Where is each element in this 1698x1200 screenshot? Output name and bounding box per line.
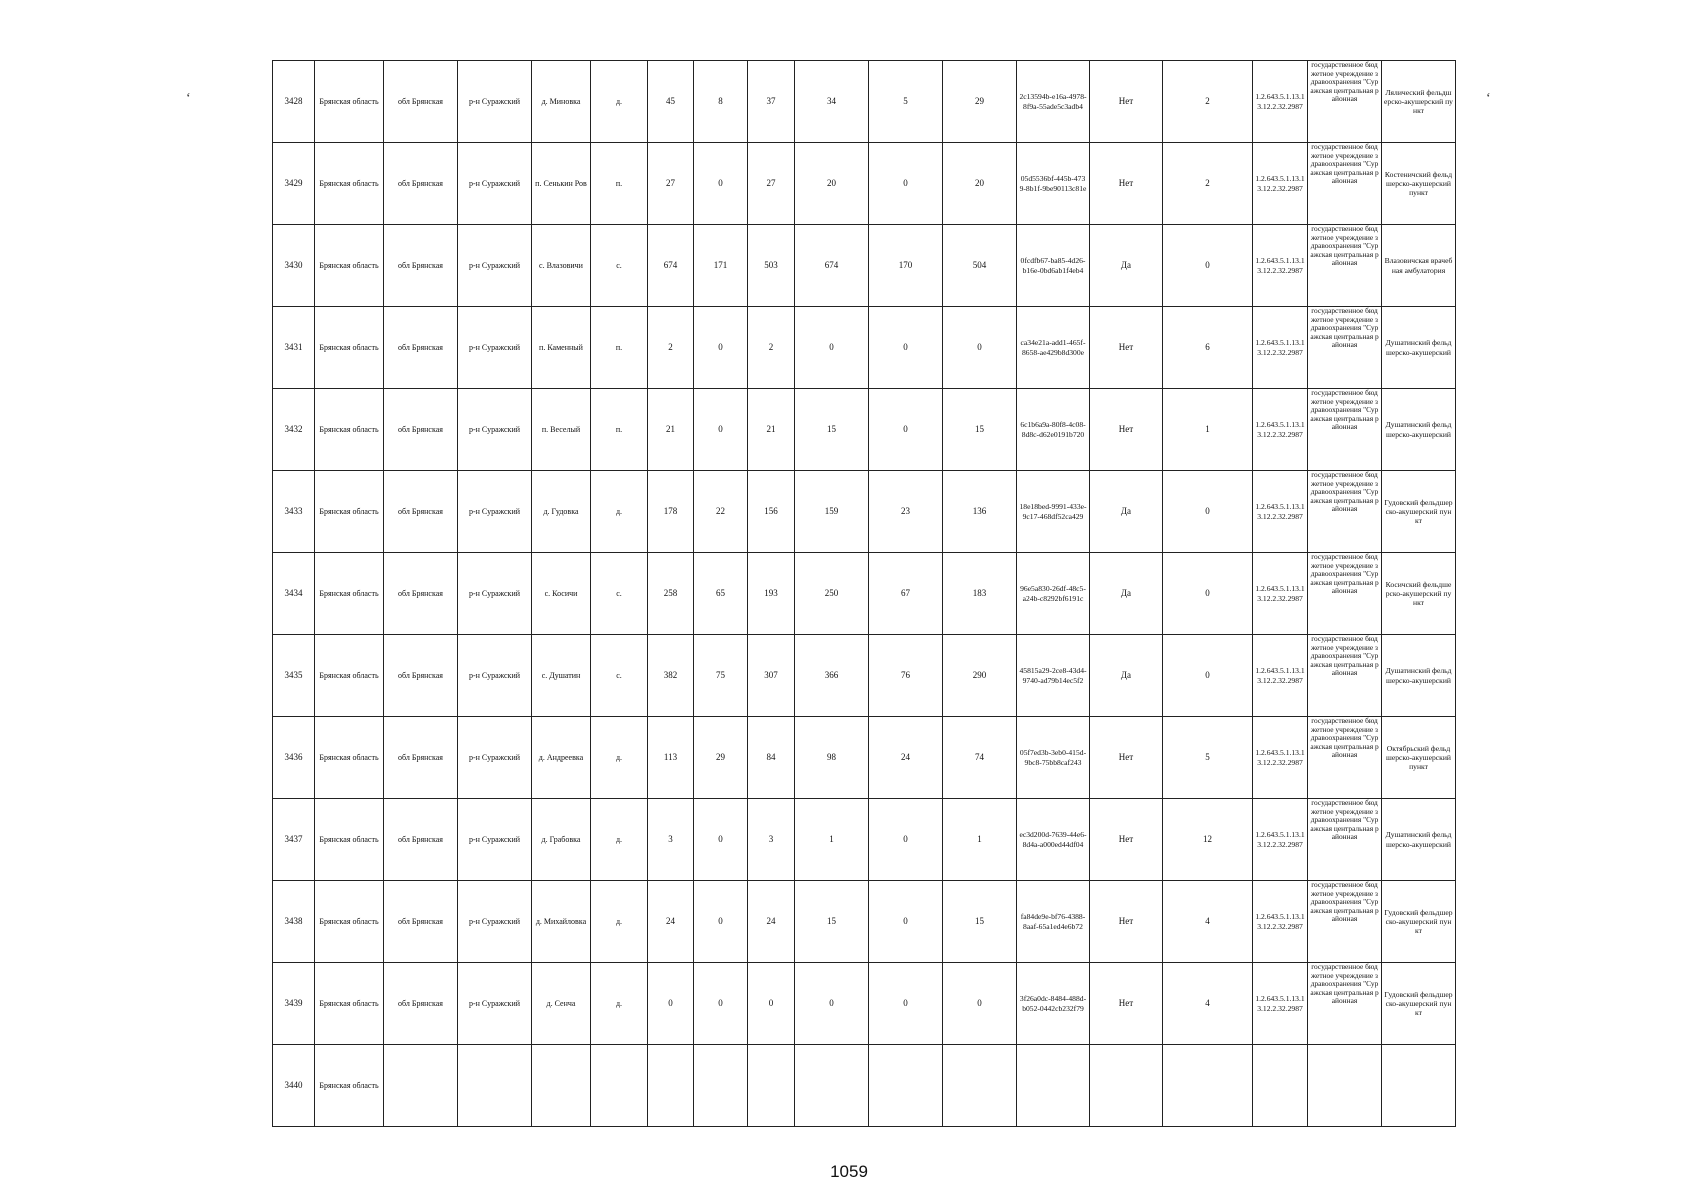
region-cell: Брянская область	[315, 799, 384, 881]
settlement-type-cell: д.	[591, 963, 648, 1045]
value-cell-4: 366	[795, 635, 869, 717]
value-cell-5: 0	[869, 881, 943, 963]
oblast-cell: обл Брянская	[384, 143, 458, 225]
region-cell: Брянская область	[315, 553, 384, 635]
value-cell-6: 15	[943, 389, 1017, 471]
row-id-cell: 3437	[273, 799, 315, 881]
region-cell: Брянская область	[315, 225, 384, 307]
value-cell-2: 0	[694, 799, 748, 881]
value-cell-4: 250	[795, 553, 869, 635]
value-cell-4: 15	[795, 881, 869, 963]
district-cell: р-н Суражский	[458, 61, 532, 143]
district-cell: р-н Суражский	[458, 717, 532, 799]
oid-cell: 1.2.643.5.1.13.13.12.2.32.2987	[1253, 635, 1308, 717]
value-cell-6: 0	[943, 307, 1017, 389]
value-cell-3: 27	[748, 143, 795, 225]
value-cell-1: 0	[648, 963, 694, 1045]
table-row	[273, 963, 1456, 1045]
value-cell-4: 20	[795, 143, 869, 225]
value-cell-5: 23	[869, 471, 943, 553]
row-id-cell: 3440	[273, 1045, 315, 1127]
facility-cell: Душатинский фельдшерско-акушерский	[1382, 635, 1456, 717]
value-cell-6	[943, 1045, 1017, 1127]
district-cell	[458, 1045, 532, 1127]
settlement-type-cell: п.	[591, 143, 648, 225]
value-cell-4: 34	[795, 61, 869, 143]
value-cell-5: 76	[869, 635, 943, 717]
guid-cell: 96e5a830-26df-48c5-a24b-c8292bf6191c	[1017, 553, 1090, 635]
registry-table	[272, 60, 1456, 1127]
flag-cell: Нет	[1090, 963, 1163, 1045]
oblast-cell	[384, 1045, 458, 1127]
oid-cell: 1.2.643.5.1.13.13.12.2.32.2987	[1253, 307, 1308, 389]
oid-cell: 1.2.643.5.1.13.13.12.2.32.2987	[1253, 61, 1308, 143]
facility-cell: Влазовичская врачебная амбулатория	[1382, 225, 1456, 307]
value-cell-4: 674	[795, 225, 869, 307]
guid-cell: 0fcdfb67-ba85-4d26-b16e-0bd6ab1f4eb4	[1017, 225, 1090, 307]
district-cell: р-н Суражский	[458, 471, 532, 553]
table-row	[273, 635, 1456, 717]
value-cell-3	[748, 1045, 795, 1127]
row-id-cell: 3428	[273, 61, 315, 143]
settlement-type-cell	[591, 1045, 648, 1127]
count-cell: 0	[1163, 225, 1253, 307]
value-cell-1: 3	[648, 799, 694, 881]
value-cell-1: 382	[648, 635, 694, 717]
flag-cell: Нет	[1090, 717, 1163, 799]
count-cell: 4	[1163, 881, 1253, 963]
value-cell-2: 0	[694, 881, 748, 963]
value-cell-5: 67	[869, 553, 943, 635]
organization-cell: государственное бюджетное учреждение здравоохранения "Суражская центральная районная	[1308, 389, 1382, 471]
row-id-cell: 3436	[273, 717, 315, 799]
value-cell-3: 84	[748, 717, 795, 799]
row-id-cell: 3432	[273, 389, 315, 471]
flag-cell: Да	[1090, 471, 1163, 553]
organization-cell: государственное бюджетное учреждение здравоохранения "Суражская центральная районная	[1308, 61, 1382, 143]
facility-cell: Душатинский фельдшерско-акушерский	[1382, 389, 1456, 471]
district-cell: р-н Суражский	[458, 799, 532, 881]
settlement-cell	[532, 1045, 591, 1127]
value-cell-1: 24	[648, 881, 694, 963]
guid-cell: 3f26a0dc-8484-488d-b052-0442cb232f79	[1017, 963, 1090, 1045]
organization-cell: государственное бюджетное учреждение здравоохранения "Суражская центральная районная	[1308, 881, 1382, 963]
flag-cell: Нет	[1090, 143, 1163, 225]
value-cell-5: 0	[869, 799, 943, 881]
value-cell-3: 37	[748, 61, 795, 143]
organization-cell: государственное бюджетное учреждение здравоохранения "Суражская центральная районная	[1308, 635, 1382, 717]
value-cell-2	[694, 1045, 748, 1127]
count-cell: 4	[1163, 963, 1253, 1045]
region-cell: Брянская область	[315, 717, 384, 799]
settlement-type-cell: д.	[591, 881, 648, 963]
flag-cell: Нет	[1090, 307, 1163, 389]
facility-cell: Гудовский фельдшерско-акушерский пункт	[1382, 471, 1456, 553]
value-cell-4: 1	[795, 799, 869, 881]
oid-cell: 1.2.643.5.1.13.13.12.2.32.2987	[1253, 717, 1308, 799]
settlement-type-cell: с.	[591, 225, 648, 307]
oid-cell: 1.2.643.5.1.13.13.12.2.32.2987	[1253, 553, 1308, 635]
row-id-cell: 3435	[273, 635, 315, 717]
value-cell-3: 2	[748, 307, 795, 389]
value-cell-4: 0	[795, 963, 869, 1045]
facility-cell	[1382, 1045, 1456, 1127]
guid-cell: ec3d200d-7639-44e6-8d4a-a000ed44df04	[1017, 799, 1090, 881]
table-row	[273, 881, 1456, 963]
district-cell: р-н Суражский	[458, 881, 532, 963]
district-cell: р-н Суражский	[458, 225, 532, 307]
value-cell-6: 0	[943, 963, 1017, 1045]
oblast-cell: обл Брянская	[384, 799, 458, 881]
value-cell-5: 0	[869, 143, 943, 225]
value-cell-2: 0	[694, 143, 748, 225]
district-cell: р-н Суражский	[458, 143, 532, 225]
oblast-cell: обл Брянская	[384, 717, 458, 799]
table-row	[273, 143, 1456, 225]
flag-cell: Нет	[1090, 389, 1163, 471]
value-cell-6: 1	[943, 799, 1017, 881]
value-cell-4: 0	[795, 307, 869, 389]
value-cell-3: 3	[748, 799, 795, 881]
guid-cell	[1017, 1045, 1090, 1127]
oid-cell: 1.2.643.5.1.13.13.12.2.32.2987	[1253, 963, 1308, 1045]
facility-cell: Душатинский фельдшерско-акушерский	[1382, 799, 1456, 881]
row-id-cell: 3433	[273, 471, 315, 553]
guid-cell: 05f7ed3b-3eb0-415d-9bc8-75bb8caf243	[1017, 717, 1090, 799]
value-cell-6: 290	[943, 635, 1017, 717]
value-cell-1: 2	[648, 307, 694, 389]
value-cell-6: 504	[943, 225, 1017, 307]
oid-cell: 1.2.643.5.1.13.13.12.2.32.2987	[1253, 471, 1308, 553]
settlement-type-cell: д.	[591, 471, 648, 553]
oid-cell: 1.2.643.5.1.13.13.12.2.32.2987	[1253, 799, 1308, 881]
flag-cell: Нет	[1090, 799, 1163, 881]
count-cell: 6	[1163, 307, 1253, 389]
value-cell-2: 75	[694, 635, 748, 717]
value-cell-2: 65	[694, 553, 748, 635]
table-row	[273, 471, 1456, 553]
count-cell: 2	[1163, 61, 1253, 143]
value-cell-1: 45	[648, 61, 694, 143]
flag-cell: Нет	[1090, 881, 1163, 963]
count-cell: 5	[1163, 717, 1253, 799]
table-row	[273, 1045, 1456, 1127]
table-row	[273, 717, 1456, 799]
value-cell-3: 193	[748, 553, 795, 635]
value-cell-5	[869, 1045, 943, 1127]
value-cell-2: 8	[694, 61, 748, 143]
settlement-cell: п. Веселый	[532, 389, 591, 471]
settlement-cell: д. Сенча	[532, 963, 591, 1045]
value-cell-2: 29	[694, 717, 748, 799]
value-cell-6: 15	[943, 881, 1017, 963]
flag-cell: Да	[1090, 553, 1163, 635]
oblast-cell: обл Брянская	[384, 471, 458, 553]
value-cell-6: 29	[943, 61, 1017, 143]
guid-cell: 2c13594b-e16a-4978-8f9a-55ade5c3adb4	[1017, 61, 1090, 143]
organization-cell	[1308, 1045, 1382, 1127]
row-id-cell: 3429	[273, 143, 315, 225]
guid-cell: 05d5536bf-445b-4739-8b1f-9be90113c81e	[1017, 143, 1090, 225]
region-cell: Брянская область	[315, 963, 384, 1045]
settlement-type-cell: с.	[591, 553, 648, 635]
oblast-cell: обл Брянская	[384, 225, 458, 307]
guid-cell: 6c1b6a9a-80f8-4c08-8d8c-d62e0191b720	[1017, 389, 1090, 471]
page-number: 1059	[830, 1162, 868, 1181]
oblast-cell: обл Брянская	[384, 635, 458, 717]
region-cell: Брянская область	[315, 1045, 384, 1127]
value-cell-2: 0	[694, 307, 748, 389]
value-cell-2: 0	[694, 389, 748, 471]
organization-cell: государственное бюджетное учреждение здравоохранения "Суражская центральная районная	[1308, 799, 1382, 881]
count-cell: 0	[1163, 635, 1253, 717]
settlement-cell: д. Грабовка	[532, 799, 591, 881]
value-cell-3: 307	[748, 635, 795, 717]
row-id-cell: 3438	[273, 881, 315, 963]
region-cell: Брянская область	[315, 389, 384, 471]
settlement-cell: с. Влазовичи	[532, 225, 591, 307]
oid-cell: 1.2.643.5.1.13.13.12.2.32.2987	[1253, 225, 1308, 307]
table-row	[273, 307, 1456, 389]
oid-cell	[1253, 1045, 1308, 1127]
guid-cell: fa84de9e-bf76-4388-8aaf-65a1ed4e6b72	[1017, 881, 1090, 963]
district-cell: р-н Суражский	[458, 553, 532, 635]
settlement-cell: с. Душатин	[532, 635, 591, 717]
organization-cell: государственное бюджетное учреждение здравоохранения "Суражская центральная районная	[1308, 307, 1382, 389]
table-row	[273, 799, 1456, 881]
settlement-type-cell: д.	[591, 61, 648, 143]
value-cell-4	[795, 1045, 869, 1127]
count-cell	[1163, 1045, 1253, 1127]
oblast-cell: обл Брянская	[384, 61, 458, 143]
settlement-cell: с. Косичи	[532, 553, 591, 635]
facility-cell: Костеничский фельдшерско-акушерский пункт	[1382, 143, 1456, 225]
scan-artifact-mark: ‘	[186, 91, 191, 106]
flag-cell	[1090, 1045, 1163, 1127]
count-cell: 0	[1163, 471, 1253, 553]
value-cell-1: 178	[648, 471, 694, 553]
value-cell-1: 674	[648, 225, 694, 307]
table-row	[273, 553, 1456, 635]
value-cell-5: 24	[869, 717, 943, 799]
facility-cell: Душатинский фельдшерско-акушерский	[1382, 307, 1456, 389]
settlement-cell: п. Каменный	[532, 307, 591, 389]
district-cell: р-н Суражский	[458, 963, 532, 1045]
value-cell-2: 171	[694, 225, 748, 307]
oid-cell: 1.2.643.5.1.13.13.12.2.32.2987	[1253, 389, 1308, 471]
settlement-cell: д. Гудовка	[532, 471, 591, 553]
organization-cell: государственное бюджетное учреждение здравоохранения "Суражская центральная районная	[1308, 717, 1382, 799]
guid-cell: 45815a29-2ce8-43d4-9740-ad79b14ec5f2	[1017, 635, 1090, 717]
district-cell: р-н Суражский	[458, 389, 532, 471]
organization-cell: государственное бюджетное учреждение здравоохранения "Суражская центральная районная	[1308, 225, 1382, 307]
table-row	[273, 389, 1456, 471]
value-cell-2: 22	[694, 471, 748, 553]
organization-cell: государственное бюджетное учреждение здравоохранения "Суражская центральная районная	[1308, 471, 1382, 553]
value-cell-2: 0	[694, 963, 748, 1045]
organization-cell: государственное бюджетное учреждение здравоохранения "Суражская центральная районная	[1308, 553, 1382, 635]
row-id-cell: 3431	[273, 307, 315, 389]
facility-cell: Гудовский фельдшерско-акушерский пункт	[1382, 881, 1456, 963]
oblast-cell: обл Брянская	[384, 553, 458, 635]
table-row	[273, 61, 1456, 143]
organization-cell: государственное бюджетное учреждение здравоохранения "Суражская центральная районная	[1308, 963, 1382, 1045]
region-cell: Брянская область	[315, 61, 384, 143]
district-cell: р-н Суражский	[458, 635, 532, 717]
oblast-cell: обл Брянская	[384, 307, 458, 389]
region-cell: Брянская область	[315, 471, 384, 553]
organization-cell: государственное бюджетное учреждение здравоохранения "Суражская центральная районная	[1308, 143, 1382, 225]
settlement-type-cell: д.	[591, 717, 648, 799]
oid-cell: 1.2.643.5.1.13.13.12.2.32.2987	[1253, 143, 1308, 225]
settlement-type-cell: п.	[591, 307, 648, 389]
facility-cell: Октябрьский фельдшерско-акушерский пункт	[1382, 717, 1456, 799]
oblast-cell: обл Брянская	[384, 881, 458, 963]
value-cell-1	[648, 1045, 694, 1127]
value-cell-6: 183	[943, 553, 1017, 635]
value-cell-5: 0	[869, 963, 943, 1045]
row-id-cell: 3434	[273, 553, 315, 635]
flag-cell: Да	[1090, 635, 1163, 717]
value-cell-5: 0	[869, 389, 943, 471]
count-cell: 12	[1163, 799, 1253, 881]
guid-cell: 18e18bed-9991-433e-9c17-468df52ca429	[1017, 471, 1090, 553]
value-cell-1: 21	[648, 389, 694, 471]
value-cell-5: 170	[869, 225, 943, 307]
district-cell: р-н Суражский	[458, 307, 532, 389]
value-cell-1: 258	[648, 553, 694, 635]
settlement-cell: д. Михайловка	[532, 881, 591, 963]
region-cell: Брянская область	[315, 143, 384, 225]
value-cell-6: 20	[943, 143, 1017, 225]
flag-cell: Да	[1090, 225, 1163, 307]
settlement-cell: д. Андреевка	[532, 717, 591, 799]
region-cell: Брянская область	[315, 881, 384, 963]
registry-table-body	[273, 61, 1456, 1127]
settlement-type-cell: п.	[591, 389, 648, 471]
oblast-cell: обл Брянская	[384, 963, 458, 1045]
value-cell-3: 156	[748, 471, 795, 553]
oid-cell: 1.2.643.5.1.13.13.12.2.32.2987	[1253, 881, 1308, 963]
flag-cell: Нет	[1090, 61, 1163, 143]
table-row	[273, 225, 1456, 307]
value-cell-1: 27	[648, 143, 694, 225]
row-id-cell: 3439	[273, 963, 315, 1045]
value-cell-5: 5	[869, 61, 943, 143]
value-cell-3: 21	[748, 389, 795, 471]
facility-cell: Гудовский фельдшерско-акушерский пункт	[1382, 963, 1456, 1045]
row-id-cell: 3430	[273, 225, 315, 307]
region-cell: Брянская область	[315, 307, 384, 389]
value-cell-3: 24	[748, 881, 795, 963]
region-cell: Брянская область	[315, 635, 384, 717]
settlement-cell: п. Сенькин Ров	[532, 143, 591, 225]
scan-artifact-mark: ‘	[1486, 91, 1491, 106]
facility-cell: Лялический фельдшерско-акушерский пункт	[1382, 61, 1456, 143]
value-cell-4: 15	[795, 389, 869, 471]
guid-cell: ca34e21a-add1-465f-8658-ae429b8d300e	[1017, 307, 1090, 389]
facility-cell: Косичский фельдшерско-акушерский пункт	[1382, 553, 1456, 635]
value-cell-3: 0	[748, 963, 795, 1045]
value-cell-6: 136	[943, 471, 1017, 553]
value-cell-4: 159	[795, 471, 869, 553]
value-cell-1: 113	[648, 717, 694, 799]
value-cell-6: 74	[943, 717, 1017, 799]
value-cell-3: 503	[748, 225, 795, 307]
oblast-cell: обл Брянская	[384, 389, 458, 471]
settlement-type-cell: с.	[591, 635, 648, 717]
settlement-type-cell: д.	[591, 799, 648, 881]
value-cell-4: 98	[795, 717, 869, 799]
count-cell: 0	[1163, 553, 1253, 635]
value-cell-5: 0	[869, 307, 943, 389]
settlement-cell: д. Миновка	[532, 61, 591, 143]
count-cell: 2	[1163, 143, 1253, 225]
count-cell: 1	[1163, 389, 1253, 471]
